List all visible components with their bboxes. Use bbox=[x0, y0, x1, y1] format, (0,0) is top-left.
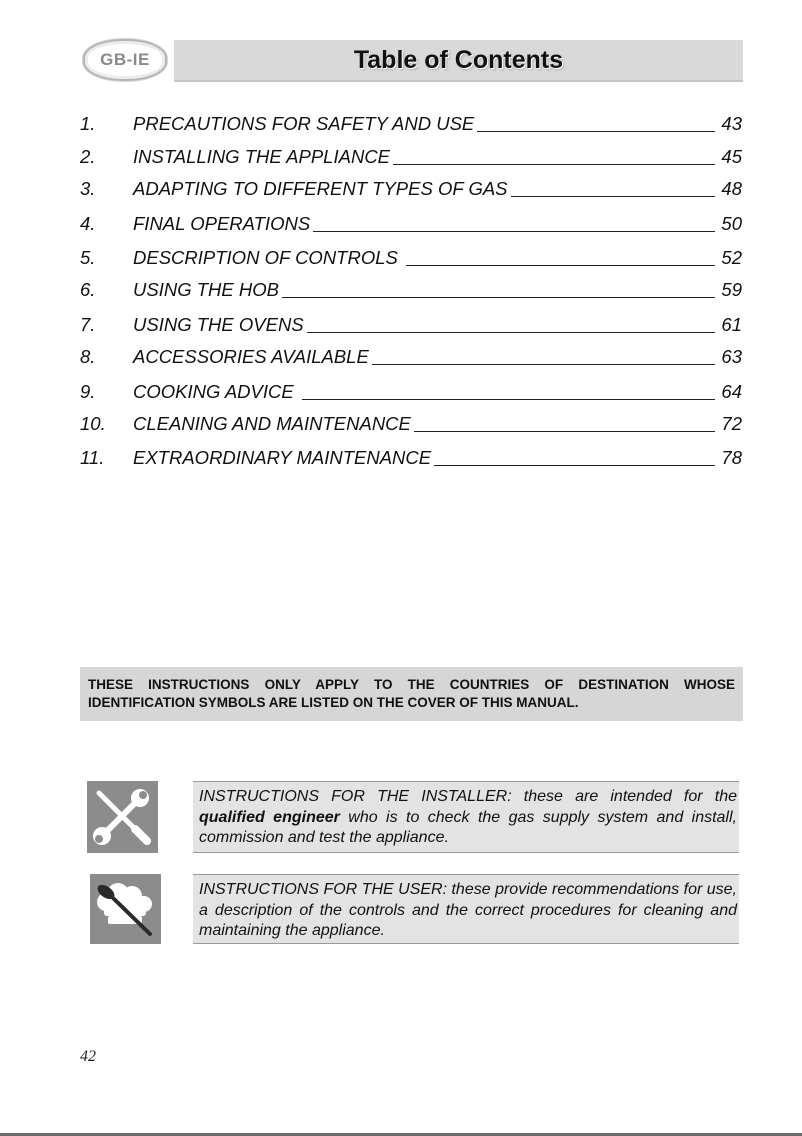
toc-leader bbox=[434, 447, 715, 466]
chef-spoon-icon-graphic bbox=[90, 874, 161, 944]
toc-title: FINAL OPERATIONS bbox=[133, 213, 311, 234]
toc-number: 7. bbox=[80, 314, 96, 335]
toc-leader bbox=[313, 213, 715, 232]
toc-page: 52 bbox=[721, 247, 742, 268]
toc-page: 72 bbox=[721, 413, 742, 434]
installer-lead: INSTRUCTIONS FOR THE INSTALLER: these are intended for the bbox=[199, 788, 737, 805]
toc-title: PRECAUTIONS FOR SAFETY AND USE bbox=[133, 113, 475, 134]
toc-page: 59 bbox=[721, 279, 742, 300]
title-bar bbox=[174, 40, 743, 82]
toc-page: 64 bbox=[721, 381, 742, 402]
toc-number: 9. bbox=[80, 381, 96, 402]
toc-leader bbox=[302, 381, 716, 400]
toc-entry-3[interactable] bbox=[80, 178, 742, 204]
toc-number: 8. bbox=[80, 346, 96, 367]
toc-title: EXTRAORDINARY MAINTENANCE bbox=[133, 447, 432, 468]
toc-leader bbox=[282, 279, 715, 298]
toc-title: DESCRIPTION OF CONTROLS bbox=[133, 247, 398, 268]
toc-entry-8[interactable] bbox=[80, 346, 742, 372]
toc-leader bbox=[307, 314, 716, 333]
installer-bold: qualified engineer bbox=[199, 808, 340, 826]
toc-number: 11. bbox=[80, 447, 105, 468]
toc-page: 78 bbox=[721, 447, 742, 468]
toc-number: 10. bbox=[80, 413, 106, 434]
toc-title: USING THE HOB bbox=[133, 279, 279, 300]
toc-number: 6. bbox=[80, 279, 96, 300]
toc-page: 45 bbox=[721, 146, 742, 167]
toc-page: 63 bbox=[721, 346, 742, 367]
toc-number: 4. bbox=[80, 213, 96, 234]
toc-leader bbox=[511, 178, 716, 197]
tools-icon bbox=[87, 781, 158, 853]
toc-entry-11[interactable] bbox=[80, 447, 742, 473]
toc-leader bbox=[414, 413, 716, 432]
toc-title: ADAPTING TO DIFFERENT TYPES OF GAS bbox=[133, 178, 508, 199]
toc-number: 3. bbox=[80, 178, 96, 199]
toc-leader bbox=[477, 113, 715, 132]
toc-leader bbox=[393, 146, 715, 165]
page-number: 42 bbox=[80, 1048, 96, 1065]
toc-entry-1[interactable] bbox=[80, 113, 742, 139]
installer-rest: who is to check the gas supply system and install, commission and test the appliance. bbox=[199, 808, 737, 846]
toc-title: INSTALLING THE APPLIANCE bbox=[133, 146, 391, 167]
toc-number: 2. bbox=[80, 146, 96, 167]
toc-number: 1. bbox=[80, 113, 96, 134]
toc-title: CLEANING AND MAINTENANCE bbox=[133, 413, 411, 434]
toc-number: 5. bbox=[80, 247, 96, 268]
toc-entry-10[interactable] bbox=[80, 413, 742, 439]
toc-entry-4[interactable] bbox=[80, 213, 742, 239]
toc-page: 61 bbox=[721, 314, 742, 335]
toc-entry-9[interactable] bbox=[80, 381, 742, 407]
badge-label: GB-IE bbox=[83, 39, 167, 81]
installer-instructions bbox=[193, 781, 739, 853]
gb-ie-badge bbox=[83, 40, 167, 80]
toc-entry-7[interactable] bbox=[80, 314, 742, 340]
toc-title: ACCESSORIES AVAILABLE bbox=[133, 346, 369, 367]
toc-page: 43 bbox=[721, 113, 742, 134]
toc-entry-5[interactable] bbox=[80, 247, 742, 273]
user-instructions: INSTRUCTIONS FOR THE USER: these provide recommendations for use, a description of the controls and the correct procedures for cleaning and maintaining the appliance. bbox=[193, 874, 739, 944]
page-title: Table of Contents bbox=[353, 45, 564, 74]
toc-entry-6[interactable] bbox=[80, 279, 742, 305]
toc-page: 48 bbox=[721, 178, 742, 199]
chef-spoon-icon bbox=[90, 874, 161, 944]
toc-title: USING THE OVENS bbox=[133, 314, 304, 335]
toc-page: 50 bbox=[721, 213, 742, 234]
toc-leader bbox=[406, 247, 716, 266]
toc-entry-2[interactable] bbox=[80, 146, 742, 172]
toc-title: COOKING ADVICE bbox=[133, 381, 294, 402]
tools-icon-graphic bbox=[87, 781, 158, 853]
destination-notice: THESE INSTRUCTIONS ONLY APPLY TO THE COUNTRIES OF DESTINATION WHOSE IDENTIFICATION SYMBOLS ARE LISTED ON THE COVER OF THIS MANUAL. bbox=[80, 667, 743, 721]
toc-leader bbox=[372, 346, 716, 365]
